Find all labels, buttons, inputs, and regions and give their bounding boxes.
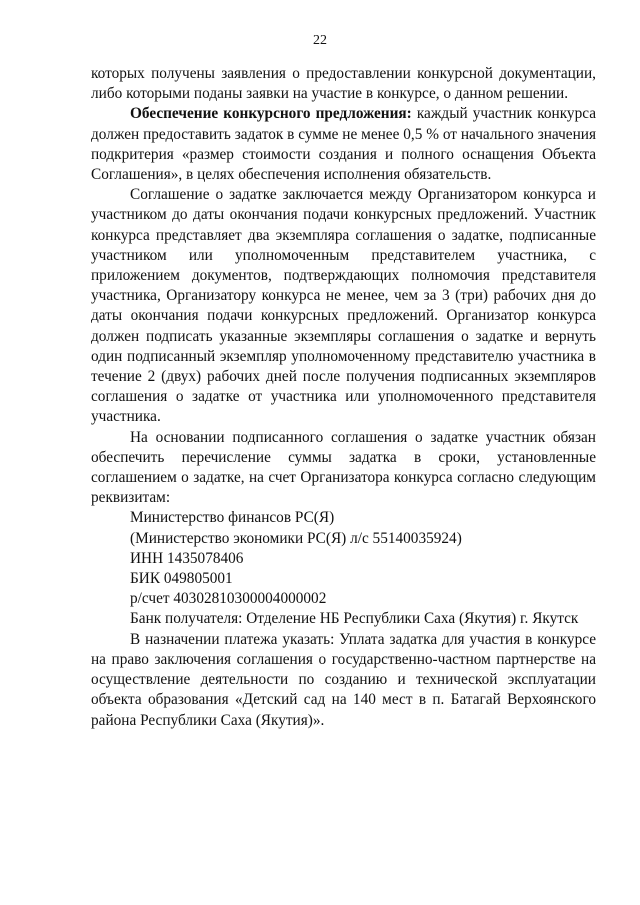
bid-security-text: каждый участник конкурса должен предоставить задаток в сумме не менее 0,5 % от начального значения подкритерия «размер стоимости создания и полного оснащения Объекта Соглашения», в целях обеспечения исполнения обязательств. xyxy=(91,105,596,184)
bank-requisites xyxy=(91,508,596,629)
paragraph-payment-purpose: В назначении платежа указать: Уплата задатка для участия в конкурсе на право заключения соглашения о государственно-частном партнерстве на осуществление деятельности по созданию и технической эксплуатации объекта образования «Детский сад на 140 мест в п. Батагай Верхоянского района Республики Саха (Якутия)». xyxy=(91,630,596,729)
document-body xyxy=(91,64,596,731)
requisite-settlement-account: р/счет 40302810300004000002 xyxy=(130,590,327,608)
requisite-recipient: Министерство финансов РС(Я) xyxy=(130,509,335,527)
paragraph-bid-security xyxy=(91,104,596,185)
requisite-bik: БИК 049805001 xyxy=(130,570,233,588)
requisite-inn: ИНН 1435078406 xyxy=(130,549,244,567)
paragraph-deposit-agreement: Соглашение о задатке заключается между Организатором конкурса и участником до даты окончания подачи конкурсных предложений. Участник конкурса представляет два экземпляра соглашения о задатке, подписанные участником или уполномоченным представителем участника, с приложением документов, подтверждающих полномочия представителя участника, Организатору конкурса не менее, чем за 3 (три) рабочих дня до даты окончания подачи конкурсных предложений. Организатор конкурса должен подписать указанные экземпляры соглашения о задатке и вернуть один подписанный экземпляр уполномоченному представителю участника в течение 2 (двух) рабочих дней после получения подписанных экземпляров соглашения о задатке от участника или уполномоченного представителя участника. xyxy=(91,186,596,426)
paragraph-deposit-transfer: На основании подписанного соглашения о задатке участник обязан обеспечить перечисление суммы задатка в сроки, установленные соглашением о задатке, на счет Организатора конкурса согласно следующим реквизитам: xyxy=(91,428,596,507)
paragraph-decision-notice: которых получены заявления о предоставлении конкурсной документации, либо которыми поданы заявки на участие в конкурсе, о данном решении. xyxy=(91,65,596,103)
bid-security-heading: Обеспечение конкурсного предложения: xyxy=(130,105,412,123)
requisite-personal-account: (Министерство экономики РС(Я) л/с 55140035924) xyxy=(130,529,462,547)
requisite-recipient-bank: Банк получателя: Отделение НБ Республики Саха (Якутия) г. Якутск xyxy=(130,610,579,628)
page-number: 22 xyxy=(313,33,327,48)
